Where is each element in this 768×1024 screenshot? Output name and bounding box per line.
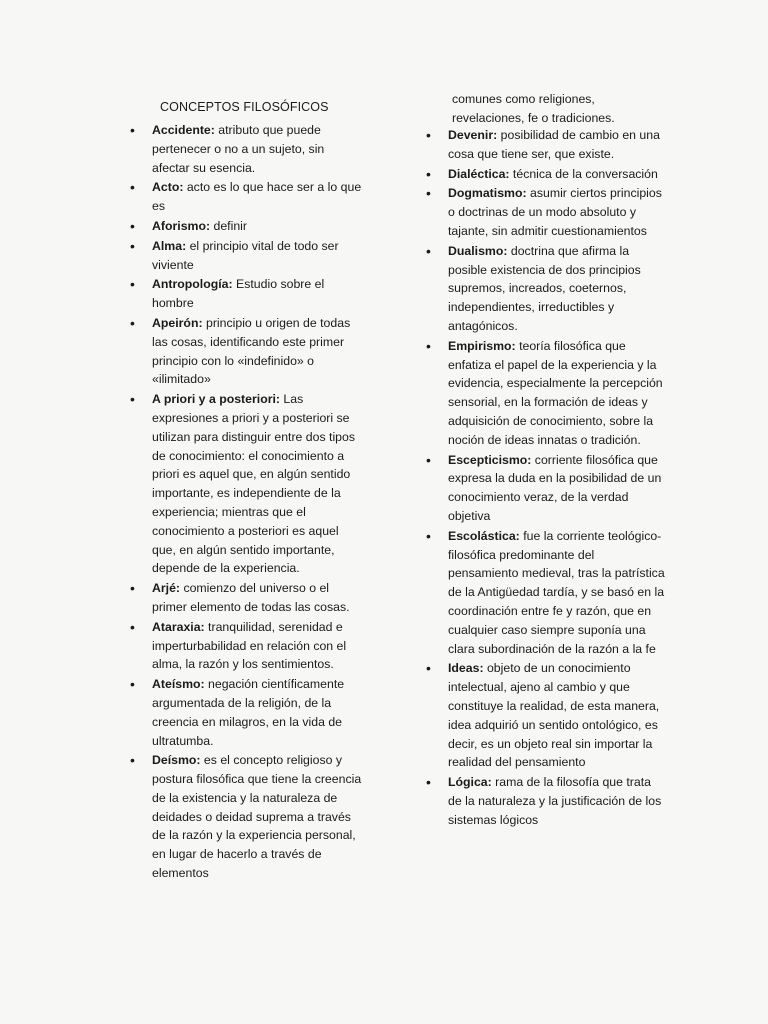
list-item — [422, 242, 666, 336]
list-item — [126, 314, 362, 389]
list-item — [422, 165, 666, 184]
list-item — [126, 618, 362, 674]
term-name: Lógica: — [448, 775, 492, 790]
list-item — [126, 390, 362, 578]
term-name: Escepticismo: — [448, 452, 532, 467]
term-definition: comienzo del universo o el primer elemento de todas las cosas. — [152, 581, 350, 614]
term-name: Acto: — [152, 180, 184, 195]
term-name: Dogmatismo: — [448, 186, 527, 201]
term-name: A priori y a posteriori: — [152, 392, 281, 407]
term-definition: definir — [210, 218, 247, 233]
term-definition: Estudio sobre el hombre — [152, 277, 325, 311]
term-definition: acto es lo que hace ser a lo que es — [152, 180, 362, 214]
term-definition: es el concepto religioso y postura filosófica que tiene la creencia de la existencia y la naturaleza de deidades o deidad suprema a través de la razón y la experiencia personal, en lugar de hacerlo a través de elementos — [152, 753, 362, 881]
list-item — [126, 275, 362, 313]
list-item — [422, 126, 666, 164]
term-definition: posibilidad de cambio en una cosa que tiene ser, que existe. — [448, 128, 660, 161]
term-name: Accidente: — [152, 123, 215, 137]
term-definition: el principio vital de todo ser viviente — [152, 238, 339, 272]
term-name: Empirismo: — [448, 338, 516, 353]
right-term-list — [422, 126, 666, 830]
term-definition: asumir ciertos principios o doctrinas de un modo absoluto y tajante, sin admitir cuestionamientos — [448, 186, 662, 238]
term-name: Apeirón: — [152, 315, 203, 330]
term-definition: corriente filosófica que expresa la duda en la posibilidad de un conocimiento veraz, de la verdad objetiva — [448, 452, 662, 523]
list-item — [126, 237, 362, 275]
term-definition: negación científicamente argumentada de la religión, de la creencia en milagros, en la vida de ultratumba. — [152, 677, 345, 748]
list-item — [126, 178, 362, 216]
left-term-list — [126, 121, 362, 884]
list-item — [126, 121, 362, 177]
list-item — [126, 751, 362, 883]
term-definition: objeto de un conocimiento intelectual, ajeno al cambio y que constituye la realidad, de esta manera, idea adquirió un sentido ontológico, es decir, es un objeto real sin importar la realidad del pensamiento — [448, 661, 660, 770]
term-name: Aforismo: — [152, 218, 211, 233]
list-item — [126, 579, 362, 617]
term-definition: técnica de la conversación — [509, 166, 658, 181]
term-definition: principio u origen de todas las cosas, identificando este primer principio con lo «indefinido» o «ilimitado» — [152, 315, 351, 387]
list-item — [126, 675, 362, 750]
list-item — [126, 217, 362, 236]
term-name: Ataraxia: — [152, 619, 205, 634]
term-name: Escolástica: — [448, 528, 520, 543]
term-name: Antropología: — [152, 277, 233, 292]
term-name: Ideas: — [448, 661, 484, 676]
term-definition: fue la corriente teológico-filosófica predominante del pensamiento medieval, tras la patrística de la Antigüedad tardía, y se basó en la coordinación entre fe y razón, que en cualquier caso siempre suponía una clara subordinación de la razón a la fe — [448, 528, 665, 656]
term-name: Deísmo: — [152, 753, 201, 768]
page-title: CONCEPTOS FILOSÓFICOS — [160, 100, 329, 115]
list-item — [422, 451, 666, 526]
term-definition: tranquilidad, serenidad e imperturbabilidad en relación con el alma, la razón y los sentimientos. — [152, 619, 347, 672]
term-name: Dialéctica: — [448, 166, 510, 181]
list-item — [422, 773, 666, 829]
term-definition: teoría filosófica que enfatiza el papel de la experiencia y la evidencia, especialmente la percepción sensorial, en la formación de ideas y adquisición de conocimiento, sobre la noción de ideas innatas o tradición. — [448, 338, 663, 447]
list-item — [422, 659, 666, 772]
term-name: Devenir: — [448, 128, 498, 142]
list-item — [422, 337, 666, 450]
list-item — [422, 527, 666, 659]
list-item — [422, 184, 666, 240]
term-definition: rama de la filosofía que trata de la naturaleza y la justificación de los sistemas lógicos — [448, 775, 662, 827]
term-definition: atributo que puede pertenecer o no a un sujeto, sin afectar su esencia. — [152, 123, 325, 175]
term-definition: Las expresiones a priori y a posteriori se utilizan para distinguir entre dos tipos de conocimiento: el conocimiento a priori es aquel que, en algún sentido importante, es independiente de la experiencia; mientras que el conocimiento a posteriori es aquel que, en algún sentido importante, depende de la experiencia. — [152, 392, 356, 576]
term-name: Ateísmo: — [152, 677, 205, 692]
continued-definition: comunes como religiones, revelaciones, fe o tradiciones. — [452, 92, 615, 125]
term-name: Alma: — [152, 238, 187, 253]
term-definition: doctrina que afirma la posible existencia de dos principios supremos, increados, coeternos, independientes, irreductibles y antagónicos. — [448, 243, 641, 333]
term-name: Dualismo: — [448, 243, 508, 258]
term-name: Arjé: — [152, 581, 181, 596]
